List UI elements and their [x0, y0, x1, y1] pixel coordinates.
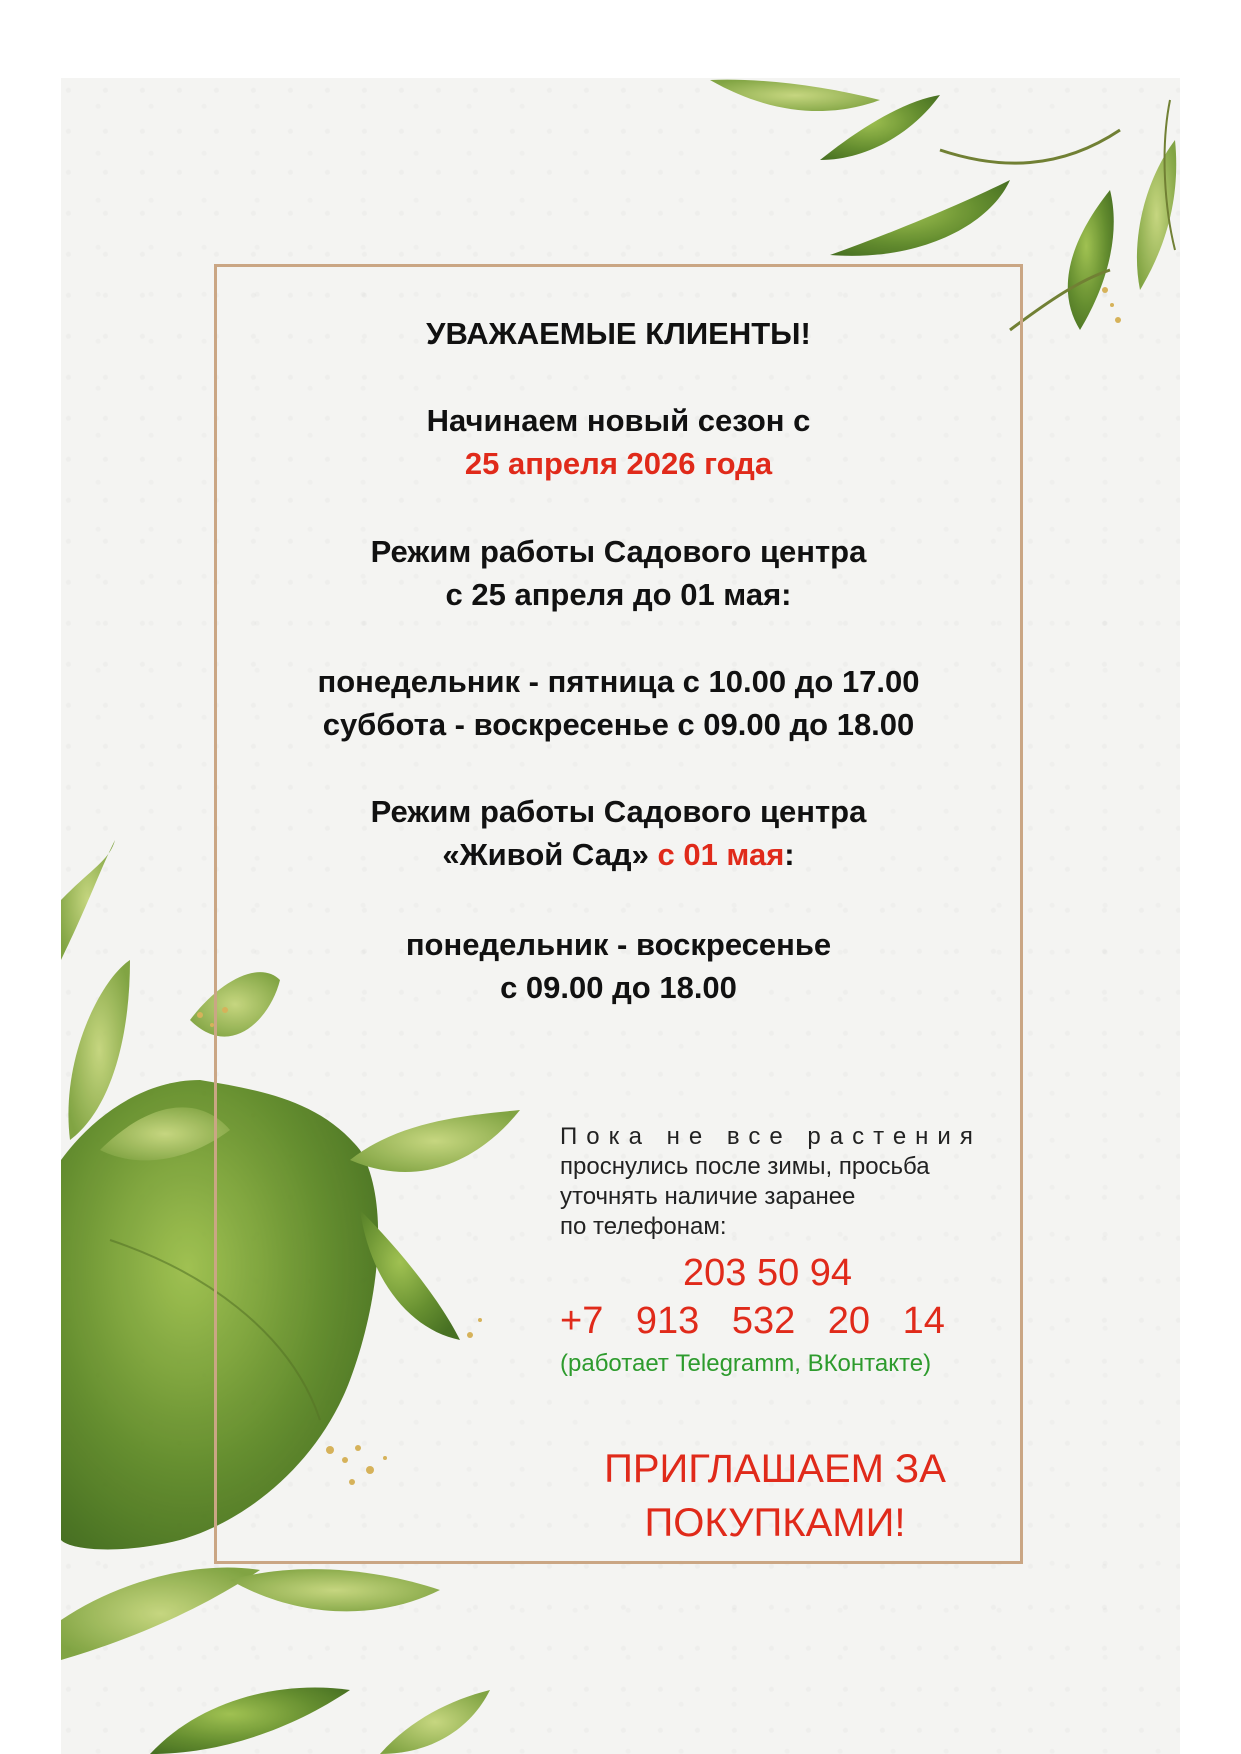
schedule2-title-line2: [214, 833, 1023, 876]
garden-name: «Живой Сад»: [442, 837, 649, 872]
schedule1-title: [214, 530, 1023, 616]
invite-line2: ПОКУПКАМИ!: [644, 1501, 906, 1545]
schedule1-title-line1: Режим работы Садового центра: [370, 534, 867, 569]
schedule2-title: [214, 790, 1023, 876]
schedule1-hours: [214, 660, 1023, 746]
season-line: Начинаем новый сезон с: [426, 403, 811, 438]
season-date: 25 апреля 2026 года: [464, 446, 773, 481]
schedule1-weekend: суббота - воскресенье с 09.00 до 18.00: [322, 707, 915, 742]
schedule1-title-line2: с 25 апреля до 01 мая:: [445, 577, 792, 612]
schedule2-hours: [214, 923, 1023, 1009]
notice-line4: по телефонам:: [560, 1213, 727, 1240]
schedule2-start-date: с 01 мая: [657, 837, 785, 872]
heading-text: УВАЖАЕМЫЕ КЛИЕНТЫ!: [426, 316, 811, 351]
notice-block: [560, 1122, 990, 1242]
schedule2-days: понедельник - воскресенье: [405, 927, 832, 962]
invite-line1: ПРИГЛАШАЕМ ЗА: [604, 1447, 946, 1491]
phone-mobile[interactable]: +7 913 532 20 14: [560, 1300, 945, 1342]
notice-line1: Пока не все растения: [560, 1123, 982, 1150]
schedule2-title-line1: Режим работы Садового центра: [370, 794, 867, 829]
schedule1-weekdays: понедельник - пятница с 10.00 до 17.00: [317, 664, 920, 699]
phone-local[interactable]: 203 50 94: [683, 1252, 853, 1294]
notice-line2: проснулись после зимы, просьба: [560, 1153, 930, 1180]
messengers-note: (работает Telegramm, ВКонтакте): [560, 1350, 932, 1377]
season-block: [214, 399, 1023, 485]
schedule2-time: с 09.00 до 18.00: [500, 970, 737, 1005]
invite-block: [560, 1442, 990, 1550]
notice-line3: уточнять наличие заранее: [560, 1183, 856, 1210]
heading: [214, 312, 1023, 355]
schedule2-colon: :: [784, 837, 795, 872]
